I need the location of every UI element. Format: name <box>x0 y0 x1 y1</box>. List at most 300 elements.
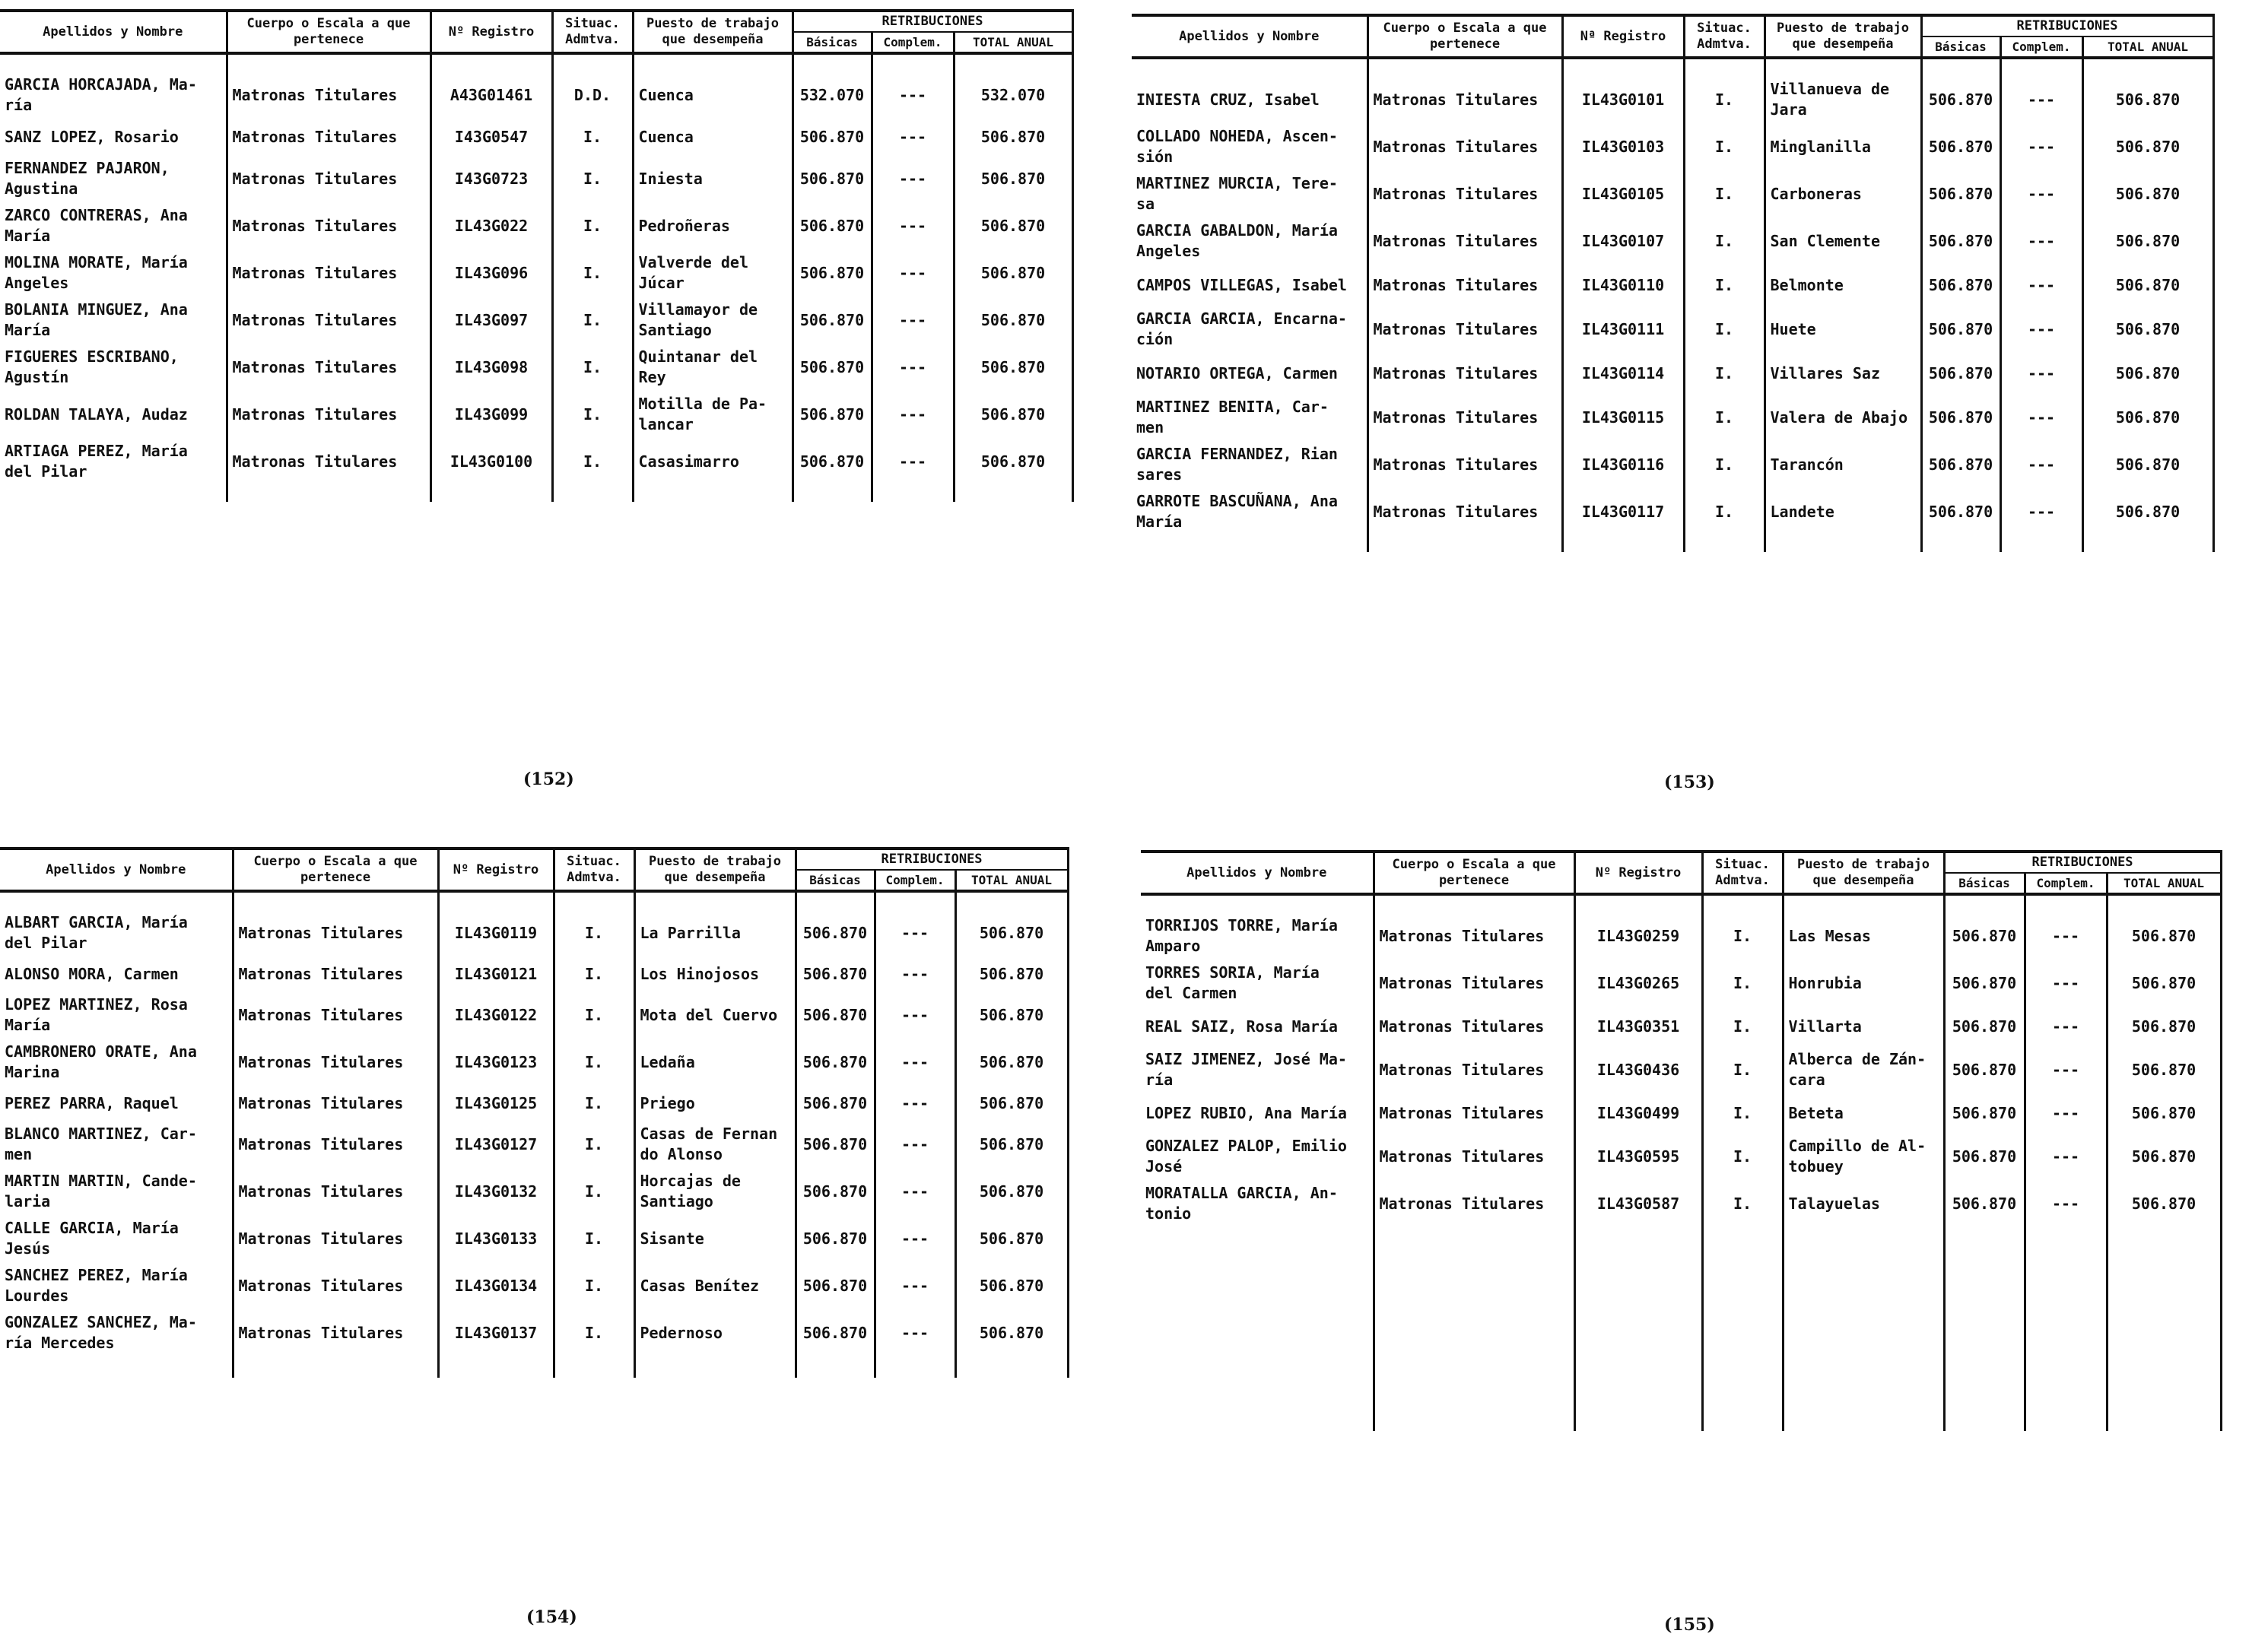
staff-table <box>1132 14 2215 552</box>
tail-row <box>0 485 1072 502</box>
cell-name: ALONSO MORA, Carmen <box>0 957 233 991</box>
cell-situacion: I. <box>1684 306 1765 353</box>
cell-basicas: 506.870 <box>796 1121 875 1168</box>
cell-body: Matronas Titulares <box>1367 217 1562 265</box>
tail-cell <box>1374 1227 1574 1431</box>
spacer-cell <box>796 891 875 909</box>
cell-body: Matronas Titulares <box>233 1039 438 1086</box>
cell-registro: IL43G099 <box>430 391 552 438</box>
cell-name: INIESTA CRUZ, Isabel <box>1132 76 1367 123</box>
header-situacion: Situac. Admtva. <box>1684 15 1765 58</box>
page-number: (153) <box>1664 772 1715 792</box>
cell-name: FIGUERES ESCRIBANO, Agustín <box>0 344 227 391</box>
cell-situacion: I. <box>1702 1093 1783 1133</box>
cell-body: Matronas Titulares <box>1367 265 1562 306</box>
cell-total: 532.070 <box>954 71 1072 119</box>
cell-registro: IL43G098 <box>430 344 552 391</box>
cell-name: ALBART GARCIA, María del Pilar <box>0 909 233 957</box>
cell-registro: IL43G0116 <box>1562 441 1684 488</box>
spacer-cell <box>954 53 1072 71</box>
cell-registro: IL43G0114 <box>1562 353 1684 394</box>
cell-body: Matronas Titulares <box>227 155 430 202</box>
tail-cell <box>430 485 552 502</box>
header-registro: Nª Registro <box>1562 15 1684 58</box>
spacer-cell <box>438 891 554 909</box>
cell-total: 506.870 <box>954 249 1072 297</box>
cell-registro: IL43G0110 <box>1562 265 1684 306</box>
spacer-row <box>0 53 1072 71</box>
cell-name: GARROTE BASCUÑANA, Ana María <box>1132 488 1367 535</box>
header-situacion: Situac. Admtva. <box>554 849 634 891</box>
cell-situacion: I. <box>1684 170 1765 217</box>
table-body <box>1132 58 2213 552</box>
cell-complem: --- <box>2000 441 2082 488</box>
cell-registro: IL43G0133 <box>438 1215 554 1262</box>
cell-basicas: 506.870 <box>793 155 872 202</box>
tail-cell <box>1944 1227 2025 1431</box>
cell-body: Matronas Titulares <box>227 297 430 344</box>
header-basicas: Básicas <box>1921 36 2000 58</box>
spacer-cell <box>2025 894 2107 912</box>
cell-body: Matronas Titulares <box>227 391 430 438</box>
cell-total: 506.870 <box>954 119 1072 155</box>
cell-total: 506.870 <box>2082 123 2213 170</box>
spacer-cell <box>1944 894 2025 912</box>
table-row <box>0 1168 1068 1215</box>
cell-body: Matronas Titulares <box>233 1309 438 1356</box>
cell-complem: --- <box>2025 1007 2107 1046</box>
table-body <box>1141 894 2221 1431</box>
cell-puesto: Ledaña <box>634 1039 796 1086</box>
cell-registro: IL43G0101 <box>1562 76 1684 123</box>
spacer-row <box>1141 894 2221 912</box>
tail-cell <box>1562 535 1684 552</box>
spacer-cell <box>0 53 227 71</box>
header-name: Apellidos y Nombre <box>1141 852 1374 894</box>
cell-total: 506.870 <box>2107 1180 2221 1227</box>
header-body: Cuerpo o Escala a que pertenece <box>1374 852 1574 894</box>
cell-situacion: I. <box>554 1039 634 1086</box>
cell-registro: IL43G0103 <box>1562 123 1684 170</box>
tail-cell <box>1141 1227 1374 1431</box>
header-total: TOTAL ANUAL <box>954 32 1072 53</box>
table-row <box>0 71 1072 119</box>
cell-body: Matronas Titulares <box>1374 1046 1574 1093</box>
table-row <box>1132 353 2213 394</box>
cell-basicas: 506.870 <box>1921 217 2000 265</box>
header-basicas: Básicas <box>796 870 875 891</box>
cell-situacion: I. <box>1684 488 1765 535</box>
table-row <box>0 1086 1068 1121</box>
cell-complem: --- <box>2025 1046 2107 1093</box>
header-total: TOTAL ANUAL <box>955 870 1068 891</box>
cell-registro: IL43G097 <box>430 297 552 344</box>
cell-total: 506.870 <box>2107 1133 2221 1180</box>
cell-body: Matronas Titulares <box>1367 353 1562 394</box>
cell-situacion: I. <box>552 155 633 202</box>
tail-cell <box>0 1356 233 1378</box>
spacer-cell <box>233 891 438 909</box>
cell-puesto: Pedroñeras <box>633 202 793 249</box>
table-row <box>1141 912 2221 960</box>
spacer-cell <box>0 891 233 909</box>
cell-name: ZARCO CONTRERAS, Ana María <box>0 202 227 249</box>
cell-puesto: Cuenca <box>633 119 793 155</box>
cell-name: CALLE GARCIA, María Jesús <box>0 1215 233 1262</box>
cell-total: 506.870 <box>955 1309 1068 1356</box>
cell-situacion: I. <box>554 1086 634 1121</box>
cell-body: Matronas Titulares <box>1374 1093 1574 1133</box>
cell-complem: --- <box>872 297 954 344</box>
spacer-cell <box>1141 894 1374 912</box>
cell-puesto: Villanueva de Jara <box>1765 76 1921 123</box>
cell-complem: --- <box>875 1262 955 1309</box>
cell-basicas: 506.870 <box>1944 1046 2025 1093</box>
spacer-cell <box>955 891 1068 909</box>
cell-name: FERNANDEZ PAJARON, Agustina <box>0 155 227 202</box>
header-retribuciones: RETRIBUCIONES <box>796 849 1068 870</box>
staff-table <box>0 9 1074 502</box>
cell-total: 506.870 <box>2082 265 2213 306</box>
spacer-cell <box>1367 58 1562 76</box>
cell-name: COLLADO NOHEDA, Ascen- sión <box>1132 123 1367 170</box>
cell-total: 506.870 <box>2107 912 2221 960</box>
header-body: Cuerpo o Escala a que pertenece <box>1367 15 1562 58</box>
cell-total: 506.870 <box>2107 960 2221 1007</box>
cell-body: Matronas Titulares <box>1374 912 1574 960</box>
table-page-155 <box>1141 850 2222 1635</box>
cell-body: Matronas Titulares <box>233 909 438 957</box>
spacer-cell <box>227 53 430 71</box>
tail-cell <box>0 485 227 502</box>
cell-registro: A43G01461 <box>430 71 552 119</box>
cell-situacion: I. <box>554 1215 634 1262</box>
cell-basicas: 506.870 <box>796 1262 875 1309</box>
cell-puesto: Talayuelas <box>1783 1180 1944 1227</box>
cell-registro: IL43G0105 <box>1562 170 1684 217</box>
cell-puesto: Sisante <box>634 1215 796 1262</box>
cell-name: GONZALEZ PALOP, Emilio José <box>1141 1133 1374 1180</box>
cell-basicas: 506.870 <box>1921 265 2000 306</box>
cell-name: ARTIAGA PEREZ, María del Pilar <box>0 438 227 485</box>
cell-situacion: I. <box>552 202 633 249</box>
table-row <box>1132 441 2213 488</box>
cell-basicas: 506.870 <box>1921 306 2000 353</box>
cell-complem: --- <box>2000 265 2082 306</box>
cell-complem: --- <box>2025 1133 2107 1180</box>
header-complem: Complem. <box>872 32 954 53</box>
cell-situacion: I. <box>1684 441 1765 488</box>
cell-basicas: 506.870 <box>1944 1133 2025 1180</box>
header-retribuciones: RETRIBUCIONES <box>793 11 1072 32</box>
cell-name: MARTINEZ BENITA, Car- men <box>1132 394 1367 441</box>
cell-registro: IL43G022 <box>430 202 552 249</box>
header-basicas: Básicas <box>1944 873 2025 894</box>
table-row <box>0 957 1068 991</box>
cell-situacion: I. <box>554 957 634 991</box>
cell-name: MARTINEZ MURCIA, Tere- sa <box>1132 170 1367 217</box>
table-row <box>1132 217 2213 265</box>
cell-situacion: I. <box>1684 265 1765 306</box>
cell-registro: IL43G0134 <box>438 1262 554 1309</box>
header-puesto: Puesto de trabajo que desempeña <box>1783 852 1944 894</box>
cell-name: MARTIN MARTIN, Cande- laria <box>0 1168 233 1215</box>
cell-complem: --- <box>875 909 955 957</box>
cell-basicas: 506.870 <box>793 119 872 155</box>
cell-total: 506.870 <box>2082 217 2213 265</box>
header-registro: Nº Registro <box>438 849 554 891</box>
cell-registro: IL43G0259 <box>1574 912 1702 960</box>
cell-total: 506.870 <box>2082 441 2213 488</box>
cell-registro: I43G0547 <box>430 119 552 155</box>
header-name: Apellidos y Nombre <box>1132 15 1367 58</box>
table-row <box>1141 1007 2221 1046</box>
spacer-cell <box>2000 58 2082 76</box>
table-page-152 <box>0 9 1074 789</box>
spacer-cell <box>1702 894 1783 912</box>
cell-body: Matronas Titulares <box>1374 1180 1574 1227</box>
header-name: Apellidos y Nombre <box>0 849 233 891</box>
cell-puesto: Valera de Abajo <box>1765 394 1921 441</box>
cell-body: Matronas Titulares <box>1374 960 1574 1007</box>
cell-name: GARCIA FERNANDEZ, Rian sares <box>1132 441 1367 488</box>
cell-complem: --- <box>872 71 954 119</box>
cell-name: SANCHEZ PEREZ, María Lourdes <box>0 1262 233 1309</box>
cell-puesto: Beteta <box>1783 1093 1944 1133</box>
header-name: Apellidos y Nombre <box>0 11 227 53</box>
tail-cell <box>554 1356 634 1378</box>
cell-body: Matronas Titulares <box>233 1262 438 1309</box>
cell-name: ROLDAN TALAYA, Audaz <box>0 391 227 438</box>
tail-cell <box>1921 535 2000 552</box>
cell-total: 506.870 <box>954 297 1072 344</box>
table-body <box>0 53 1072 502</box>
cell-puesto: Horcajas de Santiago <box>634 1168 796 1215</box>
table-row <box>1132 306 2213 353</box>
cell-puesto: Priego <box>634 1086 796 1121</box>
cell-total: 506.870 <box>955 1086 1068 1121</box>
cell-complem: --- <box>2000 170 2082 217</box>
cell-basicas: 506.870 <box>796 909 875 957</box>
spacer-cell <box>554 891 634 909</box>
cell-puesto: Pedernoso <box>634 1309 796 1356</box>
cell-situacion: I. <box>1702 1007 1783 1046</box>
cell-puesto: Honrubia <box>1783 960 1944 1007</box>
page-number: (155) <box>1664 1615 1715 1635</box>
cell-registro: IL43G0265 <box>1574 960 1702 1007</box>
cell-situacion: I. <box>554 909 634 957</box>
cell-complem: --- <box>875 1309 955 1356</box>
tail-cell <box>1367 535 1562 552</box>
cell-registro: I43G0723 <box>430 155 552 202</box>
cell-complem: --- <box>2000 394 2082 441</box>
tail-cell <box>2082 535 2213 552</box>
tail-cell <box>2000 535 2082 552</box>
cell-name: CAMPOS VILLEGAS, Isabel <box>1132 265 1367 306</box>
cell-total: 506.870 <box>2107 1093 2221 1133</box>
spacer-cell <box>634 891 796 909</box>
cell-situacion: I. <box>554 991 634 1039</box>
table-row <box>1132 76 2213 123</box>
cell-total: 506.870 <box>954 202 1072 249</box>
cell-body: Matronas Titulares <box>233 1121 438 1168</box>
cell-situacion: I. <box>1702 1133 1783 1180</box>
spacer-row <box>1132 58 2213 76</box>
cell-situacion: I. <box>1702 912 1783 960</box>
cell-total: 506.870 <box>2082 306 2213 353</box>
cell-situacion: I. <box>552 391 633 438</box>
cell-total: 506.870 <box>2107 1046 2221 1093</box>
header-situacion: Situac. Admtva. <box>552 11 633 53</box>
cell-complem: --- <box>875 1086 955 1121</box>
tail-row <box>0 1356 1068 1378</box>
cell-puesto: Mota del Cuervo <box>634 991 796 1039</box>
cell-body: Matronas Titulares <box>233 1168 438 1215</box>
cell-complem: --- <box>2000 217 2082 265</box>
tail-cell <box>2107 1227 2221 1431</box>
cell-complem: --- <box>875 1039 955 1086</box>
tail-cell <box>954 485 1072 502</box>
table-row <box>0 249 1072 297</box>
cell-situacion: I. <box>1702 1180 1783 1227</box>
cell-registro: IL43G0351 <box>1574 1007 1702 1046</box>
cell-complem: --- <box>2000 76 2082 123</box>
cell-body: Matronas Titulares <box>1367 306 1562 353</box>
cell-body: Matronas Titulares <box>227 119 430 155</box>
cell-complem: --- <box>875 1121 955 1168</box>
cell-name: NOTARIO ORTEGA, Carmen <box>1132 353 1367 394</box>
cell-complem: --- <box>875 1215 955 1262</box>
tail-cell <box>1574 1227 1702 1431</box>
cell-name: LOPEZ MARTINEZ, Rosa María <box>0 991 233 1039</box>
cell-total: 506.870 <box>954 438 1072 485</box>
tail-row <box>1141 1227 2221 1431</box>
cell-registro: IL43G0119 <box>438 909 554 957</box>
cell-complem: --- <box>2025 960 2107 1007</box>
spacer-cell <box>793 53 872 71</box>
cell-registro: IL43G0499 <box>1574 1093 1702 1133</box>
header-total: TOTAL ANUAL <box>2082 36 2213 58</box>
cell-complem: --- <box>2000 306 2082 353</box>
cell-registro: IL43G0111 <box>1562 306 1684 353</box>
cell-body: Matronas Titulares <box>1374 1133 1574 1180</box>
cell-situacion: I. <box>1702 1046 1783 1093</box>
spacer-cell <box>2107 894 2221 912</box>
cell-body: Matronas Titulares <box>1367 394 1562 441</box>
header-registro: Nº Registro <box>430 11 552 53</box>
cell-situacion: I. <box>554 1309 634 1356</box>
cell-body: Matronas Titulares <box>1367 76 1562 123</box>
cell-registro: IL43G0127 <box>438 1121 554 1168</box>
cell-puesto: Belmonte <box>1765 265 1921 306</box>
cell-complem: --- <box>872 249 954 297</box>
cell-puesto: Minglanilla <box>1765 123 1921 170</box>
table-row <box>0 1121 1068 1168</box>
cell-basicas: 506.870 <box>1944 1180 2025 1227</box>
spacer-cell <box>1374 894 1574 912</box>
cell-situacion: I. <box>1684 353 1765 394</box>
cell-total: 506.870 <box>955 991 1068 1039</box>
cell-situacion: I. <box>552 438 633 485</box>
spacer-cell <box>2082 58 2213 76</box>
spacer-cell <box>552 53 633 71</box>
spacer-cell <box>1783 894 1944 912</box>
cell-situacion: I. <box>552 119 633 155</box>
cell-situacion: I. <box>1702 960 1783 1007</box>
table-row <box>0 297 1072 344</box>
cell-situacion: I. <box>554 1121 634 1168</box>
table-row <box>1132 265 2213 306</box>
cell-complem: --- <box>872 438 954 485</box>
page-number: (154) <box>526 1607 577 1627</box>
cell-situacion: I. <box>552 344 633 391</box>
cell-puesto: Carboneras <box>1765 170 1921 217</box>
table-row <box>1141 1046 2221 1093</box>
cell-basicas: 506.870 <box>793 344 872 391</box>
header-basicas: Básicas <box>793 32 872 53</box>
tail-cell <box>2025 1227 2107 1431</box>
cell-puesto: Casas de Fernan do Alonso <box>634 1121 796 1168</box>
cell-total: 506.870 <box>2082 394 2213 441</box>
header-puesto: Puesto de trabajo que desempeña <box>634 849 796 891</box>
cell-total: 506.870 <box>955 1121 1068 1168</box>
cell-basicas: 506.870 <box>796 1039 875 1086</box>
spacer-cell <box>1684 58 1765 76</box>
cell-puesto: Landete <box>1765 488 1921 535</box>
cell-basicas: 506.870 <box>793 297 872 344</box>
cell-name: GARCIA GABALDON, María Angeles <box>1132 217 1367 265</box>
spacer-cell <box>875 891 955 909</box>
cell-total: 506.870 <box>2082 353 2213 394</box>
cell-registro: IL43G096 <box>430 249 552 297</box>
staff-table <box>1141 850 2222 1431</box>
cell-puesto: Villarta <box>1783 1007 1944 1046</box>
table-body <box>0 891 1068 1378</box>
cell-basicas: 506.870 <box>793 438 872 485</box>
cell-basicas: 506.870 <box>1921 441 2000 488</box>
spacer-cell <box>1562 58 1684 76</box>
table-row <box>0 438 1072 485</box>
cell-basicas: 506.870 <box>1944 1007 2025 1046</box>
tail-row <box>1132 535 2213 552</box>
cell-complem: --- <box>2025 1180 2107 1227</box>
header-retribuciones: RETRIBUCIONES <box>1944 852 2221 873</box>
tail-cell <box>875 1356 955 1378</box>
cell-name: MOLINA MORATE, María Angeles <box>0 249 227 297</box>
cell-complem: --- <box>872 119 954 155</box>
tail-cell <box>1765 535 1921 552</box>
cell-basicas: 506.870 <box>1921 123 2000 170</box>
cell-name: BLANCO MARTINEZ, Car- men <box>0 1121 233 1168</box>
cell-name: CAMBRONERO ORATE, Ana Marina <box>0 1039 233 1086</box>
cell-basicas: 506.870 <box>1921 394 2000 441</box>
cell-puesto: Villares Saz <box>1765 353 1921 394</box>
cell-total: 506.870 <box>955 1039 1068 1086</box>
tail-cell <box>633 485 793 502</box>
cell-basicas: 506.870 <box>796 1168 875 1215</box>
cell-total: 506.870 <box>955 1168 1068 1215</box>
cell-situacion: I. <box>1684 123 1765 170</box>
cell-puesto: Casasimarro <box>633 438 793 485</box>
cell-basicas: 506.870 <box>793 391 872 438</box>
cell-registro: IL43G0121 <box>438 957 554 991</box>
cell-total: 506.870 <box>955 1262 1068 1309</box>
cell-body: Matronas Titulares <box>1367 170 1562 217</box>
tail-cell <box>227 485 430 502</box>
cell-situacion: I. <box>1684 394 1765 441</box>
tail-cell <box>233 1356 438 1378</box>
cell-puesto: Quintanar del Rey <box>633 344 793 391</box>
